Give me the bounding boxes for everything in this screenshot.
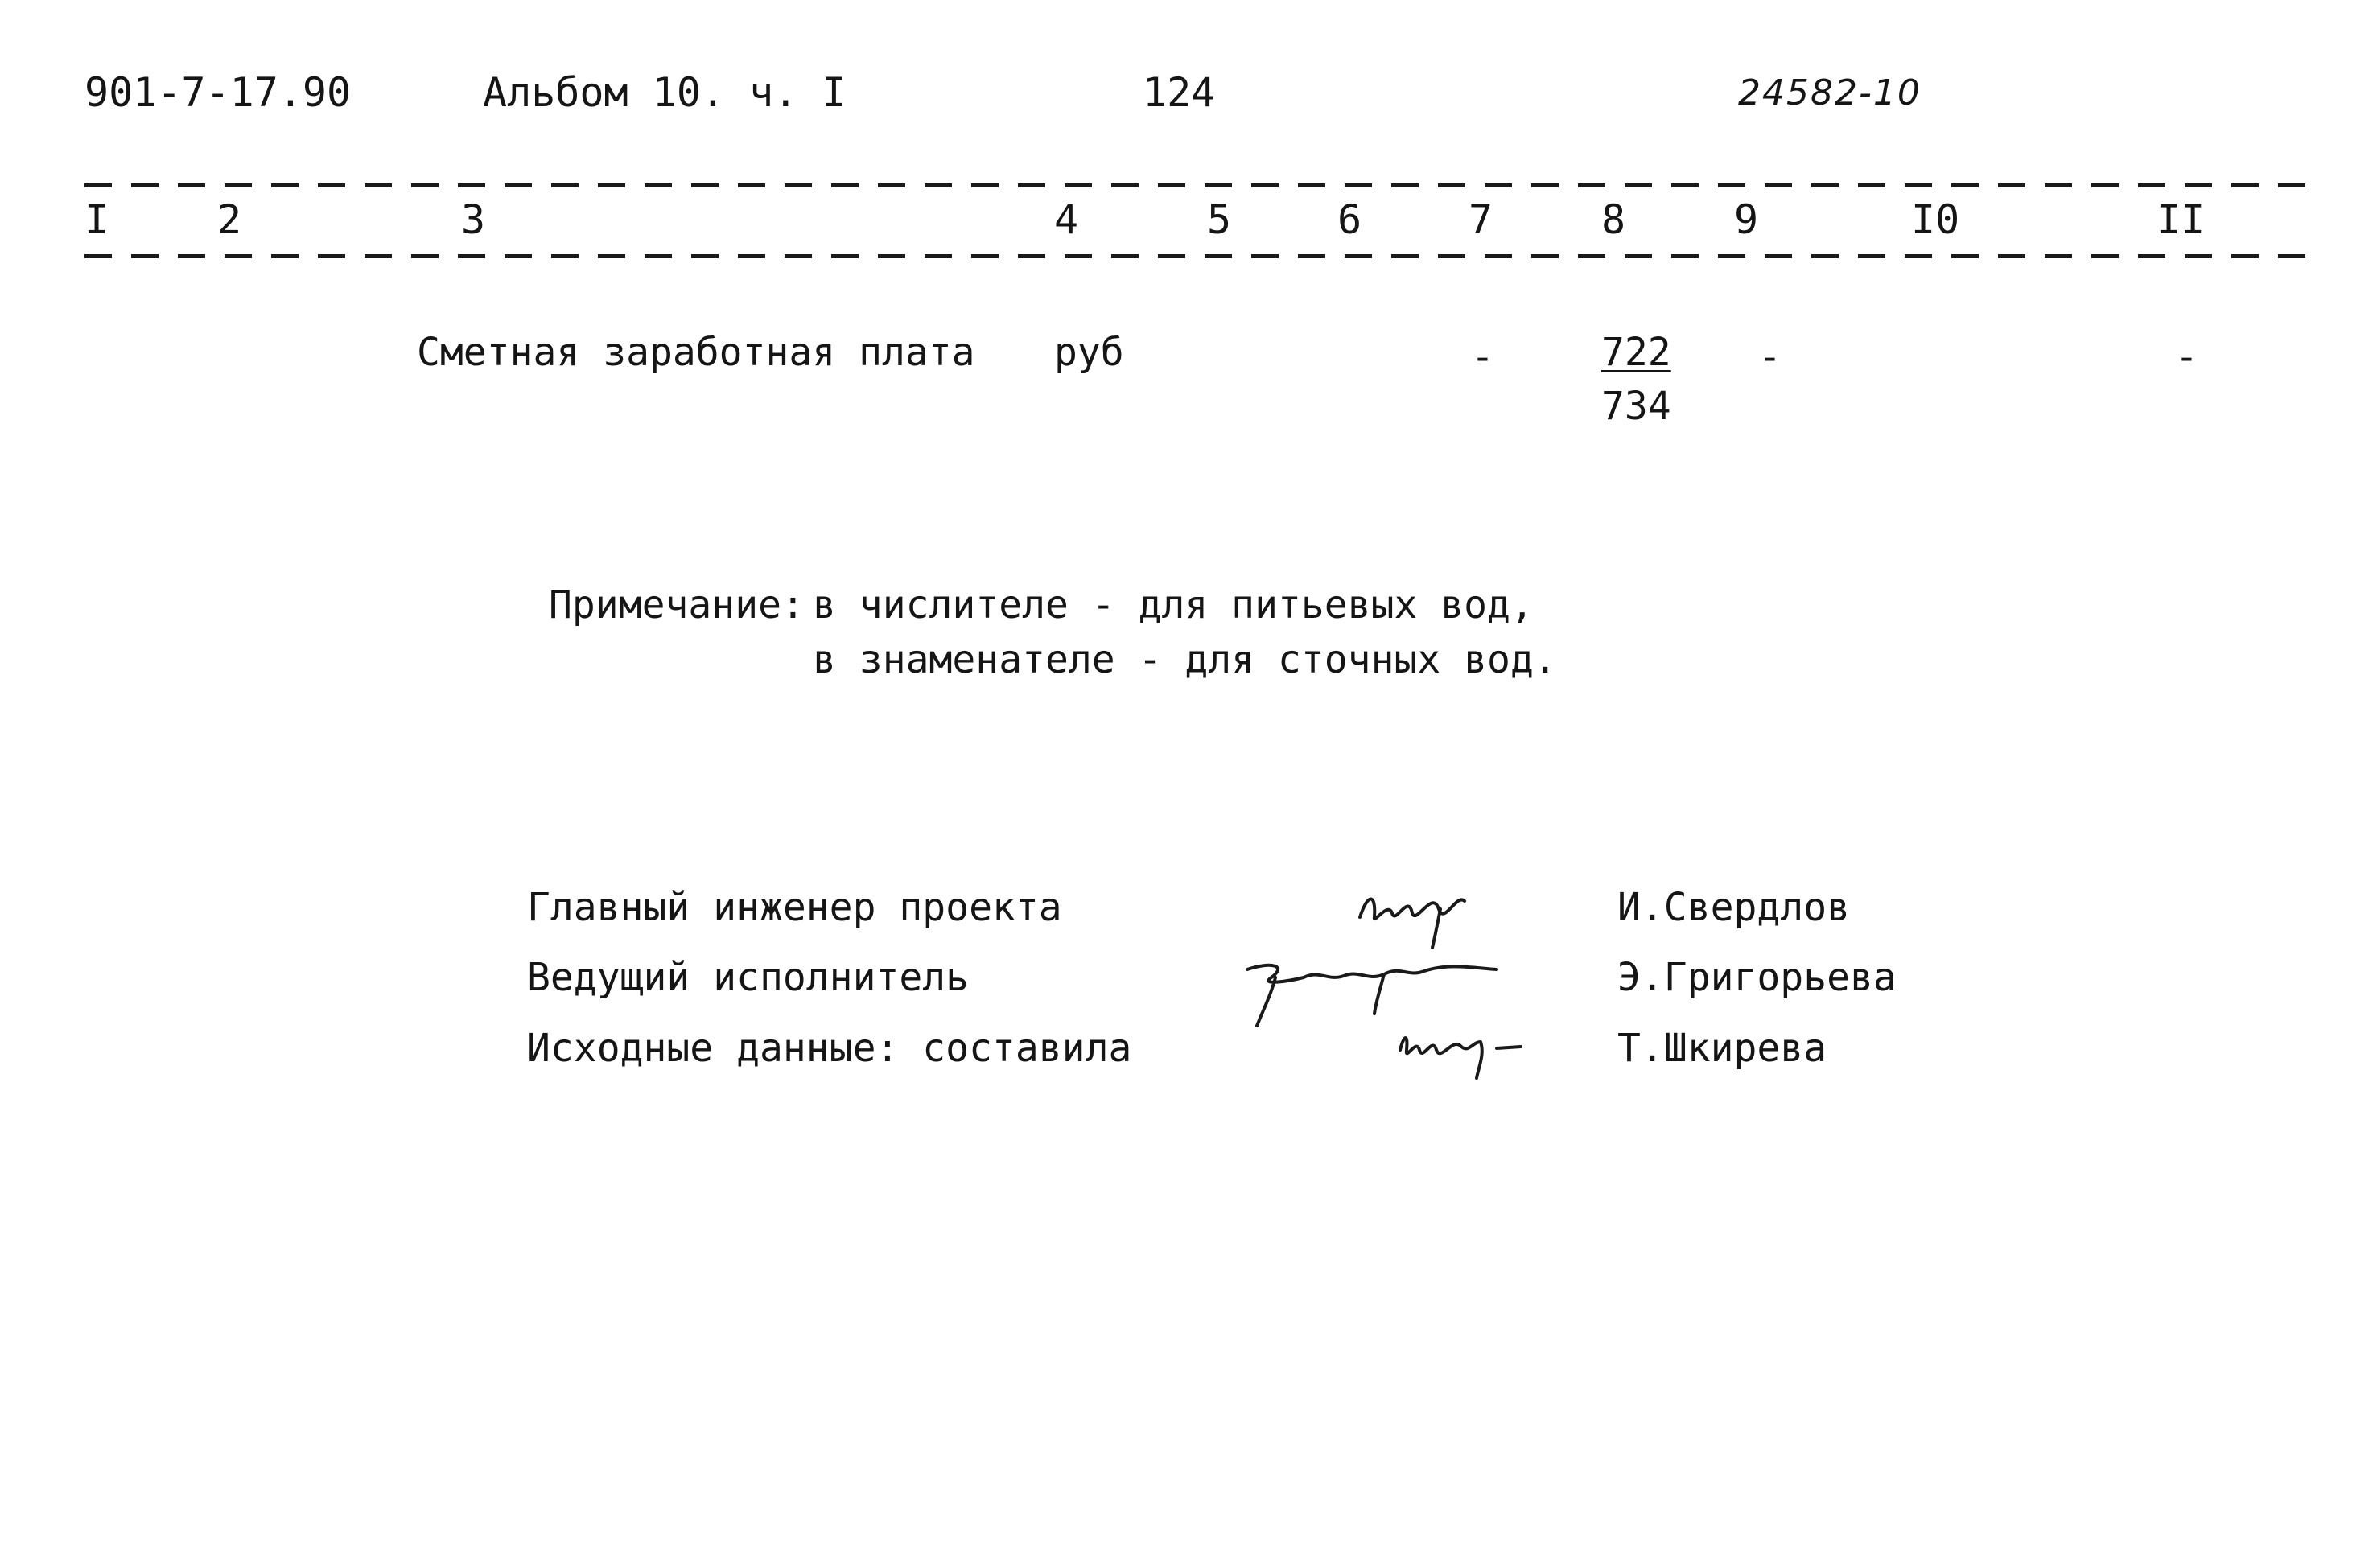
column-number-7: 7 — [1469, 196, 1493, 243]
album-label: Альбом 10. ч. I — [483, 69, 847, 116]
signatory-name-2: Э.Григорьева — [1617, 955, 1897, 1000]
note-label: Примечание: — [549, 582, 805, 628]
handwritten-signature-3 — [1392, 1018, 1529, 1082]
column-number-8: 8 — [1601, 196, 1626, 243]
table-top-rule — [84, 183, 2313, 187]
page-number: 124 — [1143, 69, 1216, 116]
row-unit: руб — [1054, 330, 1124, 375]
column-number-6: 6 — [1337, 196, 1362, 243]
signatory-role-2: Ведущий исполнитель — [527, 955, 970, 1000]
row-col8-numerator: 722 — [1601, 330, 1671, 375]
column-number-2: 2 — [217, 196, 242, 243]
column-number-3: 3 — [461, 196, 486, 243]
signatory-name-1: И.Свердлов — [1617, 885, 1850, 930]
note-line-2: в знаменателе - для сточных вод. — [813, 637, 1557, 682]
note-line-1: в числителе - для питьевых вод, — [813, 582, 1534, 628]
row-name: Сметная заработная плата — [417, 330, 975, 375]
table-bottom-rule — [84, 254, 2313, 258]
column-number-10: I0 — [1911, 196, 1960, 243]
column-number-11: II — [2157, 196, 2206, 243]
inventory-number: 24582-10 — [1738, 72, 1922, 113]
row-col9-value: - — [1758, 335, 1782, 380]
column-number-5: 5 — [1207, 196, 1232, 243]
signatory-role-3: Исходные данные: составила — [527, 1026, 1132, 1071]
column-number-4: 4 — [1054, 196, 1079, 243]
signatory-role-1: Главный инженер проекта — [527, 885, 1062, 930]
column-number-1: I — [84, 196, 109, 243]
document-code: 901-7-17.90 — [84, 69, 352, 116]
signatory-name-3: Т.Шкирева — [1617, 1026, 1827, 1071]
row-col7-value: - — [1471, 335, 1494, 380]
row-col11-value: - — [2175, 335, 2198, 380]
row-col8-denominator: 734 — [1601, 384, 1671, 429]
column-number-9: 9 — [1734, 196, 1759, 243]
handwritten-signature-1 — [1344, 869, 1489, 949]
